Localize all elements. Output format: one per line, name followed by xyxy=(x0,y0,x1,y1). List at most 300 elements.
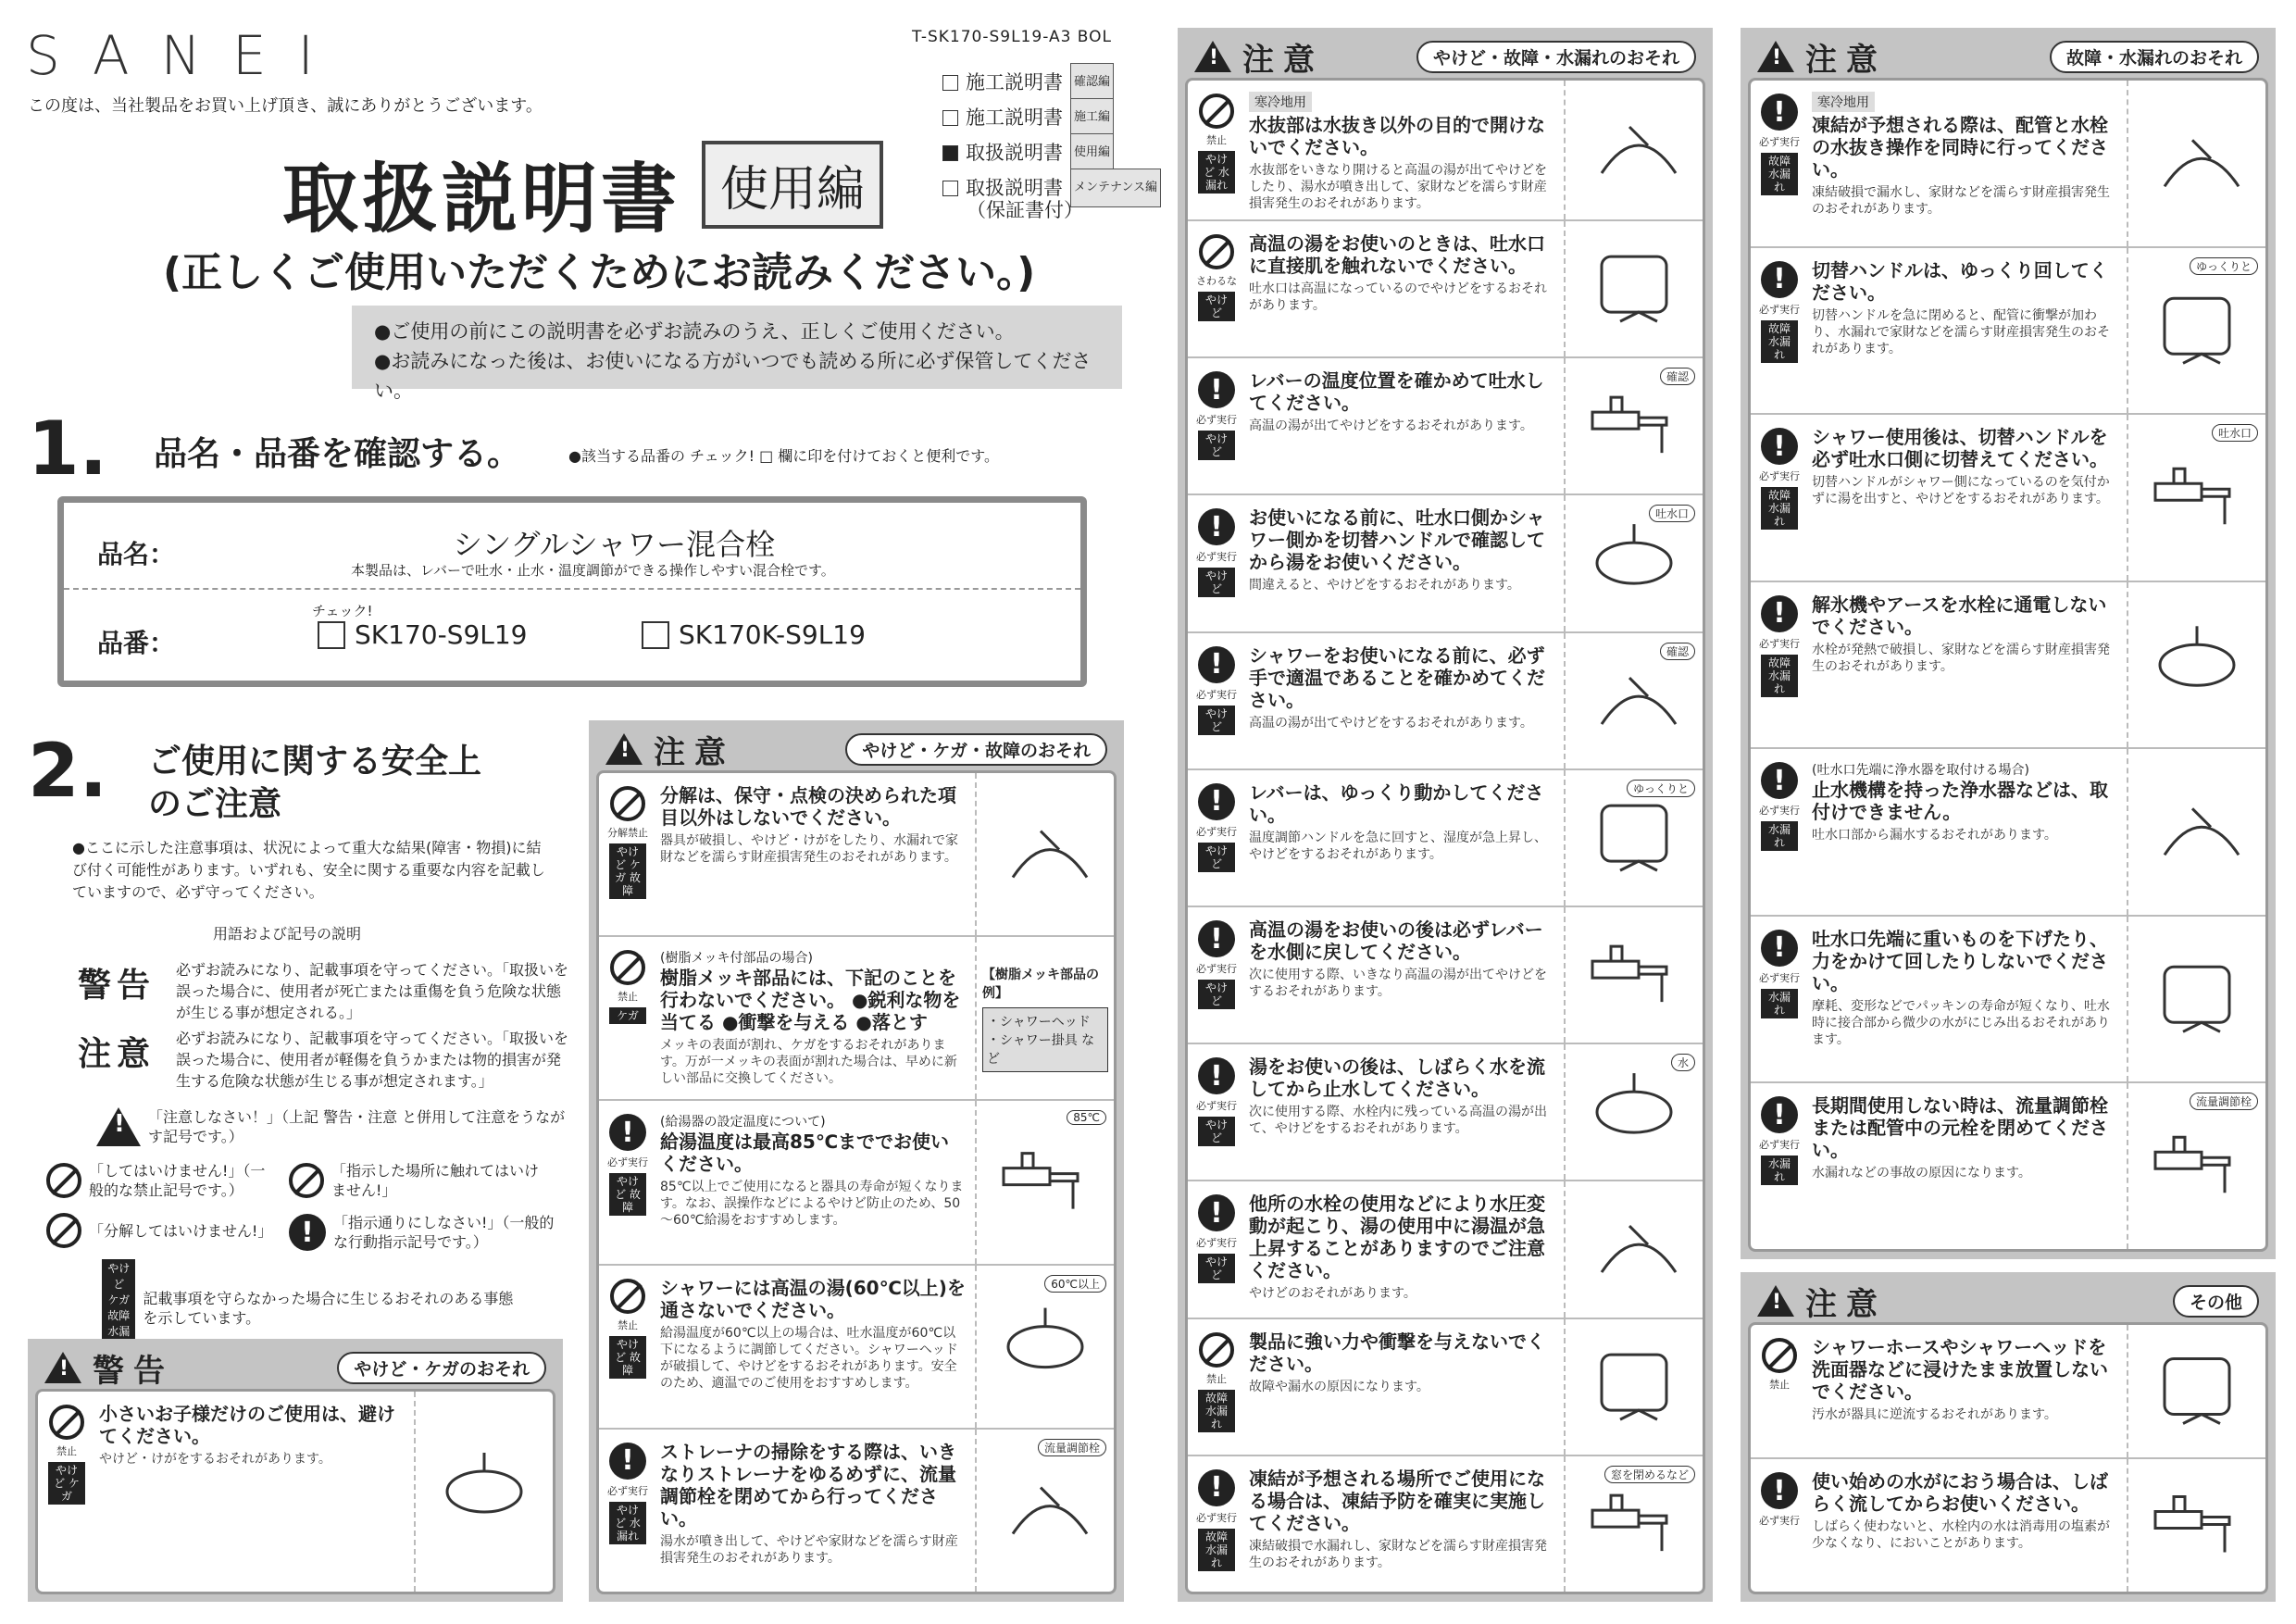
panel-pill: その他 xyxy=(2173,1285,2259,1318)
item-desc: 吐水口は高温になっているのでやけどをするおそれがあります。 xyxy=(1249,281,1547,313)
icon-label: 必ず実行 xyxy=(607,1156,648,1169)
icon-label: 必ず実行 xyxy=(1196,963,1237,976)
item-head: お使いになる前に、吐水口側かシャワー側かを切替ハンドルで確認してから湯をお使いください。 xyxy=(1249,506,1545,574)
badge-line: ケガ xyxy=(107,1293,131,1306)
item-text xyxy=(656,937,975,1099)
illustration-icon xyxy=(2137,1325,2257,1457)
item-illustration xyxy=(2127,1083,2265,1249)
item-icon-col xyxy=(1751,248,1808,414)
item-illustration xyxy=(975,1101,1114,1263)
icon-label: 禁止 xyxy=(1206,1372,1227,1385)
art-label: 水 xyxy=(1671,1054,1695,1071)
item-illustration xyxy=(1564,1456,1703,1592)
caution-item xyxy=(1751,1325,2265,1459)
item-text xyxy=(1245,907,1564,1043)
item-desc: やけどのおそれがあります。 xyxy=(1249,1286,1416,1302)
prohibit-icon xyxy=(1762,1338,1797,1373)
item-illustration xyxy=(975,773,1114,935)
item-illustration xyxy=(1564,495,1703,631)
illustration-icon xyxy=(2137,81,2257,246)
doc-tag: メンテナンス編 xyxy=(1070,169,1161,207)
panel-body xyxy=(1748,78,2268,1252)
item-head: 凍結が予想される際は、配管と水栓の水抜き操作を同時に行ってください。 xyxy=(1812,114,2108,181)
product-box xyxy=(57,496,1087,687)
icon-label: 禁止 xyxy=(618,991,638,1004)
item-badge: 水漏れ xyxy=(1761,821,1798,851)
item-text xyxy=(1245,495,1564,631)
item-illustration xyxy=(2127,415,2265,581)
icon-label: 禁止 xyxy=(618,1318,638,1331)
must-icon: ! xyxy=(1198,1194,1235,1231)
doc-label: 施工説明書 xyxy=(966,106,1063,129)
item-badge: やけど xyxy=(1198,568,1235,597)
item-illustration xyxy=(2127,1325,2265,1457)
item-text xyxy=(1808,1459,2127,1592)
item-badge: 故障 水漏れ xyxy=(1198,1390,1235,1432)
caution-panel-2 xyxy=(1178,28,1713,1602)
illustration-icon xyxy=(1574,1319,1694,1455)
must-icon: ! xyxy=(1198,783,1235,820)
checkbox-icon[interactable] xyxy=(642,621,669,649)
document-list xyxy=(942,65,1161,228)
item-icon-col xyxy=(1751,1459,1808,1592)
illustration-icon xyxy=(985,773,1105,935)
illustration-icon xyxy=(1574,907,1694,1043)
item-badge: 故障 水漏れ xyxy=(1761,320,1798,363)
panel-body xyxy=(1748,1322,2268,1594)
panel-pill: やけど・ケガ・故障のおそれ xyxy=(845,733,1107,766)
item-illustration xyxy=(2127,749,2265,915)
item-pre: 寒冷地用 xyxy=(1249,92,1312,112)
item-text xyxy=(1808,749,2127,915)
check-label: チェック! xyxy=(312,603,373,619)
legend-heading: 用語および記号の説明 xyxy=(213,925,362,943)
panel-pill: やけど・故障・水漏れのおそれ xyxy=(1416,41,1696,73)
item-desc: メッキの表面が割れ、ケガをするおそれがあります。万が一メッキの表面が割れた場合は、早めに新しい部品に交換してください。 xyxy=(660,1038,957,1087)
item-badge: やけど xyxy=(1198,980,1235,1009)
item-text xyxy=(1245,770,1564,906)
item-head: 湯をお使いの後は、しばらく水を流してから止水してください。 xyxy=(1249,1056,1545,1101)
caution-item xyxy=(599,1101,1114,1265)
item-icon-col xyxy=(1751,81,1808,246)
page-title: 取扱説明書 xyxy=(282,155,681,244)
divider xyxy=(64,588,1080,590)
illustration-icon xyxy=(1574,221,1694,356)
item-icon-col xyxy=(1751,1083,1808,1249)
no-disassemble-icon xyxy=(46,1213,81,1248)
item-badge: やけど xyxy=(1198,431,1235,460)
icon-label: 必ず実行 xyxy=(1196,688,1237,701)
item-desc: 次に使用する際、いきなり高温の湯が出てやけどをするおそれがあります。 xyxy=(1249,968,1547,1000)
caution-label: 注意 xyxy=(78,1035,156,1073)
item-icon-col xyxy=(1751,415,1808,581)
section2-note: ●ここに示した注意事項は、状況によって重大な結果(障害・物損)に結び付く可能性があります。いずれも、安全に関する重要な内容を記載していますので、必ず守ってください。 xyxy=(72,839,545,901)
item-head: 樹脂メッキ部品には、下記のことを行わないでください。 ●鋭利な物を当てる ●衝撃を与える ●落とす xyxy=(660,967,961,1034)
item-desc: 湯水が噴き出して、やけどや家財などを濡らす財産損害発生のおそれがあります。 xyxy=(660,1533,958,1566)
item-desc: 間違えると、やけどをするおそれがあります。 xyxy=(1249,578,1520,593)
item-icon-col xyxy=(38,1392,95,1592)
art-label: ゆっくりと xyxy=(2190,257,2258,275)
item-head: 高温の湯をお使いのときは、吐水口に直接肌を触れないでください。 xyxy=(1249,232,1545,277)
caution-item xyxy=(599,773,1114,937)
item-desc: 高温の湯が出てやけどをするおそれがあります。 xyxy=(1249,418,1533,434)
item-head: 高温の湯をお使いの後は必ずレバーを水側に戻してください。 xyxy=(1249,918,1543,964)
prohibit-icon xyxy=(610,1279,645,1314)
item-desc: しばらく使わないと、水栓内の水は消毒用の塩素が少なくなり、においことがあります。 xyxy=(1812,1519,2110,1551)
must-icon: ! xyxy=(1761,1472,1798,1509)
item-illustration xyxy=(1564,770,1703,906)
legend-no xyxy=(46,1161,278,1200)
legend-text: 「してはいけません!」（一般的な禁止記号です。） xyxy=(89,1162,266,1199)
side-items: ・シャワーヘッド ・シャワー掛具 など xyxy=(982,1007,1108,1072)
icon-label: 必ず実行 xyxy=(1196,1100,1237,1113)
checkbox-icon[interactable] xyxy=(318,621,345,649)
item-desc: 凍結破損で漏水し、家財などを濡らす財産損害発生のおそれがあります。 xyxy=(1812,185,2110,217)
panel-body xyxy=(35,1389,555,1594)
section2-number: 2. xyxy=(28,728,108,814)
item-head: 水抜部は水抜き以外の目的で開けないでください。 xyxy=(1249,114,1545,158)
prohibit-icon xyxy=(49,1405,84,1440)
item-text xyxy=(656,773,975,935)
legend-touch xyxy=(289,1161,548,1200)
caution-item xyxy=(1188,770,1703,907)
panel-header xyxy=(1748,35,2268,78)
item-desc: 器具が破損し、やけど・けがをしたり、水漏れで家財などを濡らす財産損害発生のおそれがあります。 xyxy=(660,833,958,865)
illustration-icon xyxy=(1574,1181,1694,1317)
icon-label: 必ず実行 xyxy=(1196,1511,1237,1524)
side-title: 【樹脂メッキ部品の例】 xyxy=(982,967,1099,1001)
warning-triangle-icon xyxy=(1757,41,1794,72)
badge-line: 故障 xyxy=(107,1309,131,1322)
item-head: 切替ハンドルは、ゆっくり回してください。 xyxy=(1812,258,2108,304)
badge-line: 水漏 xyxy=(107,1325,131,1338)
item-text xyxy=(1245,1044,1564,1180)
title-line: ご使用に関する安全上 xyxy=(148,743,482,781)
item-illustration xyxy=(2127,582,2265,748)
must-icon: ! xyxy=(1761,261,1798,298)
item-icon-col xyxy=(1188,633,1245,768)
item-icon-col xyxy=(599,937,656,1099)
must-icon: ! xyxy=(609,1114,646,1151)
item-text xyxy=(1245,221,1564,356)
item-illustration xyxy=(1564,907,1703,1043)
item-head: 吐水口先端に重いものを下げたり、力をかけて回したりしないでください。 xyxy=(1812,927,2108,994)
item-desc: 水漏れなどの事故の原因になります。 xyxy=(1812,1166,2031,1181)
caution-item xyxy=(1188,221,1703,358)
art-label: 確認 xyxy=(1660,368,1695,385)
item-desc: やけど・けがをするおそれがあります。 xyxy=(99,1452,331,1467)
legend-text: 記載事項を守らなかった場合に生じるおそれのある事態を示しています。 xyxy=(143,1290,514,1327)
code-checkbox[interactable] xyxy=(318,619,528,650)
item-head: ストレーナの掃除をする際は、いきなりストレーナをゆるめずに、流量調節栓を閉めてから行ってください。 xyxy=(660,1440,956,1530)
item-desc: 給湯温度が60℃以上の場合は、吐水温度が60℃以下になるように調節してください。シャワーヘッドが破損して、やけどをするおそれがあります。安全のため、適温でのご使用をおすすめします。 xyxy=(660,1325,958,1391)
item-illustration xyxy=(2127,917,2265,1082)
item-text xyxy=(656,1101,975,1263)
caution-item xyxy=(1188,1319,1703,1456)
item-illustration xyxy=(1564,1044,1703,1180)
section1-title: 品名・品番を確認する。 xyxy=(154,435,521,473)
item-badge: やけど ケガ xyxy=(48,1462,85,1505)
illustration-icon xyxy=(985,1101,1105,1263)
icon-label: さわるな xyxy=(1196,275,1237,287)
item-head: 長期間使用しない時は、流量調節栓または配管中の元栓を閉めてください。 xyxy=(1812,1094,2108,1162)
item-badge: 故障 水漏れ xyxy=(1761,655,1798,697)
item-head: 他所の水栓の使用などにより水圧変動が起こり、湯の使用中に湯温が急上昇することがありますのでご注意ください。 xyxy=(1249,1193,1545,1282)
brand-logo: SANEI xyxy=(26,24,345,87)
panel-title-text: 注意 xyxy=(1805,41,1887,79)
art-label: 流量調節栓 xyxy=(2190,1093,2258,1110)
caution-panel-1 xyxy=(589,720,1124,1602)
illustration-icon xyxy=(1574,81,1694,219)
item-desc: 次に使用する際、水栓内に残っている高温の湯が出て、やけどをするおそれがあります。 xyxy=(1249,1105,1547,1137)
icon-label: 禁止 xyxy=(56,1445,77,1457)
item-head: レバーの温度位置を確かめて吐水してください。 xyxy=(1249,369,1544,415)
warning-text: 必ずお読みになり、記載事項を守ってください。「取扱いを誤った場合に、使用者が死亡または重傷を負う危険な状態が生じる事が想定される。」 xyxy=(176,961,569,1021)
legend-must xyxy=(289,1213,557,1252)
caution-item xyxy=(1188,495,1703,632)
code-text: SK170-S9L19 xyxy=(355,619,528,650)
panel-pill: やけど・ケガのおそれ xyxy=(337,1352,546,1384)
caution-item xyxy=(1188,907,1703,1044)
item-text xyxy=(1808,582,2127,748)
item-illustration xyxy=(975,1430,1114,1592)
item-icon-col xyxy=(1751,917,1808,1082)
item-desc: 摩耗、変形などでパッキンの寿命が短くなり、吐水時に接合部から微少の水がにじみ出るおそれがあります。 xyxy=(1812,998,2110,1047)
item-icon-col xyxy=(1188,907,1245,1043)
item-badge: やけど xyxy=(1198,1254,1235,1283)
doc-number: T-SK170-S9L19-A3 BOL xyxy=(912,28,1113,46)
illustration-icon xyxy=(2137,749,2257,915)
caution-item xyxy=(1751,1083,2265,1249)
icon-label: 必ず実行 xyxy=(1759,136,1800,148)
notice-line: ●ご使用の前にこの説明書を必ずお読みのうえ、正しくご使用ください。 xyxy=(374,320,1015,343)
item-pre: 寒冷地用 xyxy=(1812,92,1875,112)
legend-text: 「注意しなさい！」（上記 警告・注意 と併用して注意をうながす記号です。） xyxy=(148,1108,566,1145)
doc-label: 施工説明書 xyxy=(966,71,1063,94)
must-icon: ! xyxy=(1761,428,1798,465)
item-head: 止水機構を持った浄水器などは、取付けできません。 xyxy=(1812,779,2108,824)
item-desc: 温度調節ハンドルを急に回すと、湿度が急上昇し、やけどをするおそれがあります。 xyxy=(1249,830,1547,862)
badge-line: やけど xyxy=(107,1262,131,1291)
item-badge: 故障 水漏れ xyxy=(1761,487,1798,530)
prohibit-icon xyxy=(46,1163,81,1198)
item-text xyxy=(1808,1325,2127,1457)
must-icon: ! xyxy=(1198,646,1235,683)
illustration-icon xyxy=(2137,582,2257,748)
other-panel xyxy=(1741,1272,2276,1602)
caution-item xyxy=(599,1430,1114,1592)
item-text xyxy=(95,1392,414,1592)
panel-header xyxy=(596,728,1117,770)
item-head: シャワーをお使いになる前に、必ず手で適温であることを確かめてください。 xyxy=(1249,643,1545,711)
caution-panel-3 xyxy=(1741,28,2276,1259)
item-head: 凍結が予想される場所でご使用になる場合は、凍結予防を確実に実施してください。 xyxy=(1249,1467,1545,1534)
must-icon: ! xyxy=(1198,508,1235,545)
icon-label: 必ず実行 xyxy=(1759,1139,1800,1152)
caution-item xyxy=(1751,917,2265,1084)
art-label: 流量調節栓 xyxy=(1038,1439,1106,1456)
item-badge: 故障 水漏れ xyxy=(1761,153,1798,195)
panel-title xyxy=(605,727,735,772)
item-desc: 水栓が発熱で破損し、家財などを濡らす財産損害発生のおそれがあります。 xyxy=(1812,642,2110,674)
must-icon: ! xyxy=(1761,930,1798,967)
icon-label: 禁止 xyxy=(1769,1379,1790,1391)
page-subtitle: (正しくご使用いただくためにお読みください。) xyxy=(163,249,1036,296)
caution-item xyxy=(599,1266,1114,1430)
panel-body xyxy=(1185,78,1705,1594)
item-icon-col xyxy=(1751,582,1808,748)
caution-item xyxy=(599,937,1114,1101)
icon-label: 分解禁止 xyxy=(607,827,648,839)
item-badge: やけど 故障 xyxy=(609,1173,646,1216)
item-icon-col xyxy=(1188,770,1245,906)
art-label: ゆっくりと xyxy=(1627,780,1695,797)
panel-title-text: 警告 xyxy=(93,1352,174,1390)
panel-title xyxy=(1757,1279,1887,1324)
prohibit-icon xyxy=(610,950,645,985)
item-head: 給湯温度は最高85℃まででお使いください。 xyxy=(660,1131,950,1176)
caution-item xyxy=(1751,248,2265,416)
item-text xyxy=(1808,81,2127,246)
item-badge: やけど xyxy=(1198,292,1235,321)
item-desc: 凍結破損で水漏れし、家財などを濡らす財産損害発生のおそれがあります。 xyxy=(1249,1538,1547,1570)
item-icon-col xyxy=(1188,358,1245,493)
item-desc: 故障や漏水の原因になります。 xyxy=(1249,1379,1429,1394)
caution-item xyxy=(1188,81,1703,221)
item-badge: やけど xyxy=(1198,706,1235,735)
item-illustration xyxy=(1564,633,1703,768)
must-icon: ! xyxy=(1761,595,1798,632)
must-icon: ! xyxy=(1761,1096,1798,1133)
notice-box xyxy=(352,306,1122,402)
item-illustration xyxy=(2127,81,2265,246)
icon-label: 禁止 xyxy=(1206,134,1227,146)
item-desc: 切替ハンドルを急に閉めると、配管に衝撃が加わり、水漏れで家財などを濡らす財産損害発生のおそれがあります。 xyxy=(1812,307,2110,356)
item-desc: 吐水口部から漏水するおそれがあります。 xyxy=(1812,828,2057,843)
item-head: 使い始めの水がにおう場合は、しばらく流してからお使いください。 xyxy=(1812,1470,2108,1515)
section1-hint: ●該当する品番の チェック! □ 欄に印を付けておくと便利です。 xyxy=(568,447,999,465)
item-badge: やけど 水漏れ xyxy=(609,1502,646,1544)
item-illustration xyxy=(1564,358,1703,493)
doc-label: 取扱説明書 xyxy=(966,142,1063,164)
item-illustration xyxy=(2127,1459,2265,1592)
item-icon-col xyxy=(1188,1456,1245,1592)
no-touch-icon xyxy=(289,1163,324,1198)
item-text xyxy=(1245,81,1564,219)
legend-triangle xyxy=(96,1107,578,1146)
art-label: 確認 xyxy=(1660,643,1695,660)
doc-list-item xyxy=(942,100,1161,135)
item-desc: 汚水が器具に逆流するおそれがあります。 xyxy=(1812,1407,2057,1422)
item-badge: やけど xyxy=(1198,1117,1235,1146)
item-text xyxy=(656,1430,975,1592)
caution-item xyxy=(1751,81,2265,248)
warning-panel xyxy=(28,1339,563,1602)
icon-label: 必ず実行 xyxy=(1759,470,1800,483)
icon-label: 必ず実行 xyxy=(1196,551,1237,564)
art-label: 吐水口 xyxy=(2212,424,2258,442)
item-illustration xyxy=(1564,1319,1703,1455)
icon-label: 必ず実行 xyxy=(1196,1237,1237,1250)
doc-list-item xyxy=(942,65,1161,100)
item-head: レバーは、ゆっくり動かしてください。 xyxy=(1249,781,1544,826)
item-icon-col xyxy=(599,1430,656,1592)
caution-item xyxy=(1751,749,2265,917)
panel-title-text: 注意 xyxy=(1805,1285,1887,1323)
item-head: シャワーには高温の湯(60℃以上)を通さないでください。 xyxy=(660,1276,966,1321)
caution-item xyxy=(1188,1456,1703,1592)
panel-title-text: 注意 xyxy=(654,733,735,771)
prohibit-icon xyxy=(1199,94,1234,129)
item-icon-col xyxy=(599,1101,656,1263)
doc-tag: 使用編 xyxy=(1070,133,1114,172)
item-badge: 水漏れ xyxy=(1761,1156,1798,1185)
item-text xyxy=(1245,1181,1564,1317)
item-text xyxy=(1245,358,1564,493)
caution-item xyxy=(1188,1044,1703,1181)
item-badge: やけど xyxy=(1198,843,1235,872)
caution-text: 必ずお読みになり、記載事項を守ってください。「取扱いを誤った場合に、使用者が軽傷を負うかまたは物的損害が発生する危険な状態が生じる事が想定されます。」 xyxy=(176,1030,569,1090)
warning-triangle-icon xyxy=(1757,1285,1794,1317)
warning-triangle-icon xyxy=(605,733,643,765)
item-icon-col xyxy=(1751,1325,1808,1457)
item-illustration xyxy=(414,1392,553,1592)
caution-item xyxy=(1188,633,1703,770)
item-pre: (樹脂メッキ付部品の場合) xyxy=(660,951,813,967)
caution-item xyxy=(1751,415,2265,582)
legend-warning xyxy=(78,959,574,1023)
legend-text: 「指示通りにしなさい!」（一般的な行動指示記号です。） xyxy=(333,1214,555,1251)
item-text xyxy=(1808,415,2127,581)
item-illustration xyxy=(2127,248,2265,414)
doc-checkbox-icon xyxy=(942,110,958,126)
item-icon-col xyxy=(599,1266,656,1428)
code-checkbox[interactable] xyxy=(642,619,866,650)
side-box xyxy=(975,937,1114,1099)
warning-label: 警告 xyxy=(78,967,156,1005)
prohibit-icon xyxy=(1199,234,1234,269)
item-icon-col xyxy=(1188,221,1245,356)
notice-line: ●お読みになった後は、お使いになる方がいつでも読める所に必ず保管してください。 xyxy=(374,350,1092,402)
doc-checkbox-icon xyxy=(942,75,958,91)
legend-text: 「分解してはいけません!」 xyxy=(89,1221,273,1240)
item-icon-col xyxy=(1188,495,1245,631)
item-text xyxy=(656,1266,975,1428)
item-illustration xyxy=(1564,221,1703,356)
art-label: 吐水口 xyxy=(1649,505,1695,522)
warning-triangle-icon xyxy=(96,1107,141,1146)
item-head: シャワー使用後は、切替ハンドルを必ず吐水口側に切替えてください。 xyxy=(1812,426,2108,471)
item-badge: やけど ケガ 故障 xyxy=(609,843,646,899)
must-icon: ! xyxy=(1198,920,1235,957)
icon-label: 必ず実行 xyxy=(1759,971,1800,984)
item-icon-col xyxy=(1188,1319,1245,1455)
item-badge: 故障 水漏れ xyxy=(1198,1529,1235,1571)
caution-item xyxy=(1188,358,1703,495)
legend-disassemble xyxy=(46,1213,278,1248)
icon-label: 必ず実行 xyxy=(1196,414,1237,427)
item-illustration xyxy=(1564,1181,1703,1317)
item-pre: (吐水口先端に浄水器を取付ける場合) xyxy=(1812,763,2029,779)
must-icon: ! xyxy=(1198,1057,1235,1094)
item-badge: やけど 水漏れ xyxy=(1198,151,1235,194)
warning-triangle-icon xyxy=(44,1352,81,1383)
panel-title-text: 注意 xyxy=(1242,41,1324,79)
item-text xyxy=(1245,1456,1564,1592)
illustration-icon xyxy=(2137,917,2257,1082)
item-desc: 切替ハンドルがシャワー側になっているのを気付かずに湯を出すと、やけどをするおそれがあります。 xyxy=(1812,475,2110,507)
icon-label: 必ず実行 xyxy=(1196,825,1237,838)
